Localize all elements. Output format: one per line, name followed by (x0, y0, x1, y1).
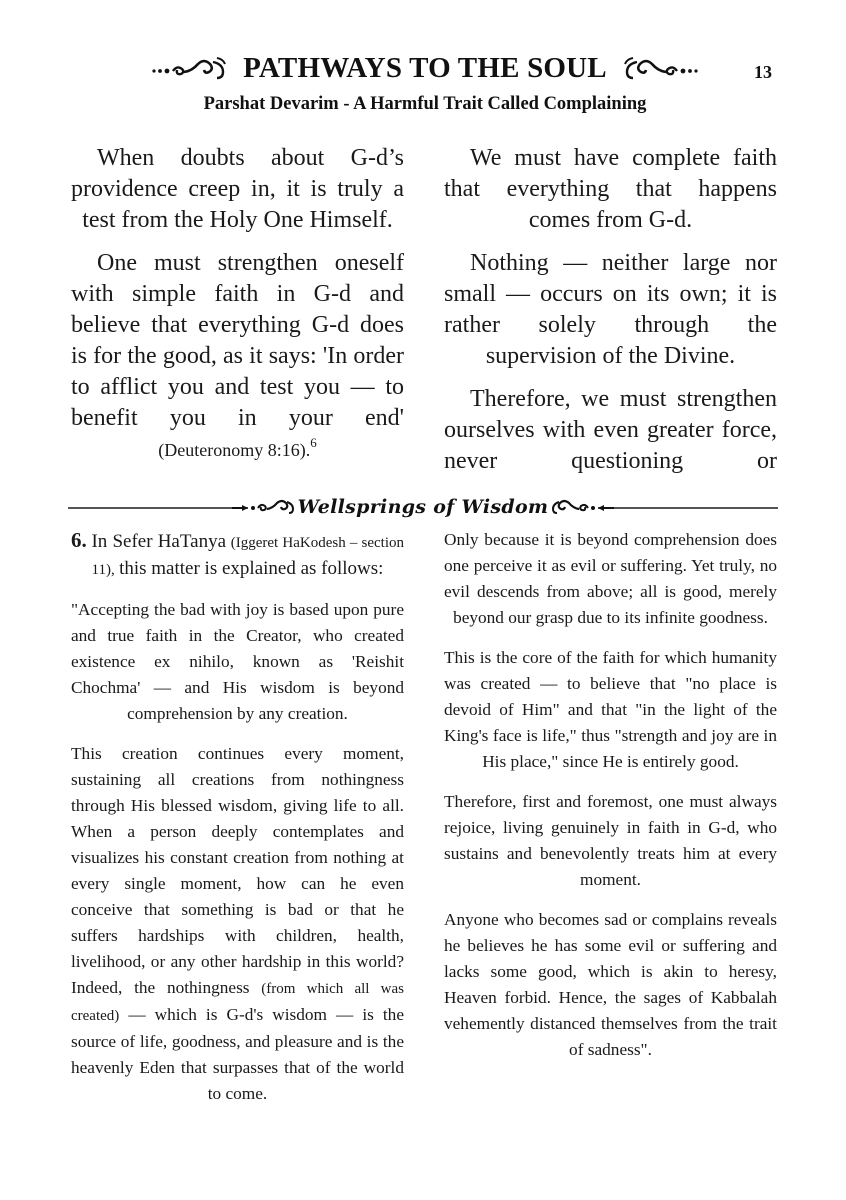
divider-rule-right (598, 507, 778, 509)
scroll-ornament-right-icon (613, 56, 699, 80)
footnote-aside: (from which all was created) (71, 981, 404, 1024)
divider-center (243, 494, 603, 520)
footnote-paragraph: "Accepting the bad with joy is based upon pure and true faith in the Creator, who created existence ex nihilo, known as 'Reishit Chochma' — and His wisdom is beyond comprehension by any creation. (71, 600, 404, 723)
main-paragraph: Nothing — neither large nor small — occurs on its own; it is rather solely through the supervision of the Divine. (444, 250, 777, 369)
main-paragraph: We must have complete faith that everything that happens comes from G-d. (444, 145, 777, 233)
main-paragraph: Therefore, we must strengthen ourselves with even greater force, never questioning or (444, 386, 777, 474)
footnote-paragraph: This is the core of the faith for which humanity was created — to believe that "no place is devoid of Him" and that "in the light of the King's face is life," thus "strength and joy are in His place," since He is entirely good. (444, 648, 777, 771)
scripture-reference: (Deuteronomy 8:16). (158, 440, 311, 460)
footnote-text: — which is G-d's wisdom — is the source of life, goodness, and pleasure and is the heavenly Eden that surpasses that of the world to come. (71, 1005, 404, 1103)
main-paragraph (71, 248, 404, 466)
footnote-intro-rest: this matter is explained as follows: (119, 558, 384, 579)
section-divider (68, 494, 778, 520)
footnote-number: 6. (71, 528, 87, 552)
main-paragraph: When doubts about G-d’s providence creep in, it is truly a test from the Holy One Himself. (71, 145, 404, 233)
divider-rule-left (68, 507, 248, 509)
main-paragraph-text: One must strengthen oneself with simple faith in G-d and believe that everything G-d does is for the good, as it says: 'In order to afflict you and test you — to benefit you in your end' (71, 250, 404, 431)
running-title (130, 50, 720, 86)
footnote-marker[interactable]: 6 (310, 435, 317, 450)
page-header (0, 50, 846, 90)
book-title: PATHWAYS TO THE SOUL (243, 52, 607, 84)
flourish-right-icon (552, 498, 614, 516)
footnote-paragraph: Therefore, first and foremost, one must always rejoice, living genuinely in faith in G-d, who sustains and benevolently treats him at every moment. (444, 792, 777, 889)
main-text-right-column (444, 143, 777, 489)
section-title: Wellsprings of Wisdom (297, 496, 549, 518)
page-number: 13 (754, 62, 772, 82)
main-text-left-column (71, 143, 404, 478)
footnote-paragraph: Only because it is beyond comprehension does one perceive it as evil or suffering. Yet truly, no evil descends from above; all is good, merely beyond our grasp due to its infinite goodness. (444, 530, 777, 627)
footnote-paragraph: Anyone who becomes sad or complains reveals he believes he has some evil or suffering and lacks some good, which is akin to heresy, Heaven forbid. Hence, the sages of Kabbalah vehemently distanced themselves from the trait of sadness". (444, 910, 777, 1059)
footnote-right-column (444, 527, 777, 1077)
footnote-intro-lead: In Sefer HaTanya (91, 531, 227, 552)
scroll-ornament-left-icon (151, 56, 237, 80)
footnote-intro (71, 527, 404, 583)
flourish-left-icon (232, 498, 294, 516)
footnote-paragraph (71, 741, 404, 1107)
footnote-source: (Iggeret HaKodesh – section 11), (91, 535, 404, 578)
footnote-text: This creation continues every moment, sustaining all creations from nothingness through His blessed wisdom, giving life to all. When a person deeply contemplates and visualizes his constant creation from nothing at every single moment, how can he even conceive that something is bad or that he suffers hardships with children, health, livelihood, or any other hardship in this world? Indeed, the nothingness (71, 744, 404, 997)
footnote-left-column (71, 527, 404, 1121)
chapter-subtitle (0, 94, 846, 115)
chapter-subtitle-text: Parshat Devarim - A Harmful Trait Called Complaining (203, 94, 647, 114)
